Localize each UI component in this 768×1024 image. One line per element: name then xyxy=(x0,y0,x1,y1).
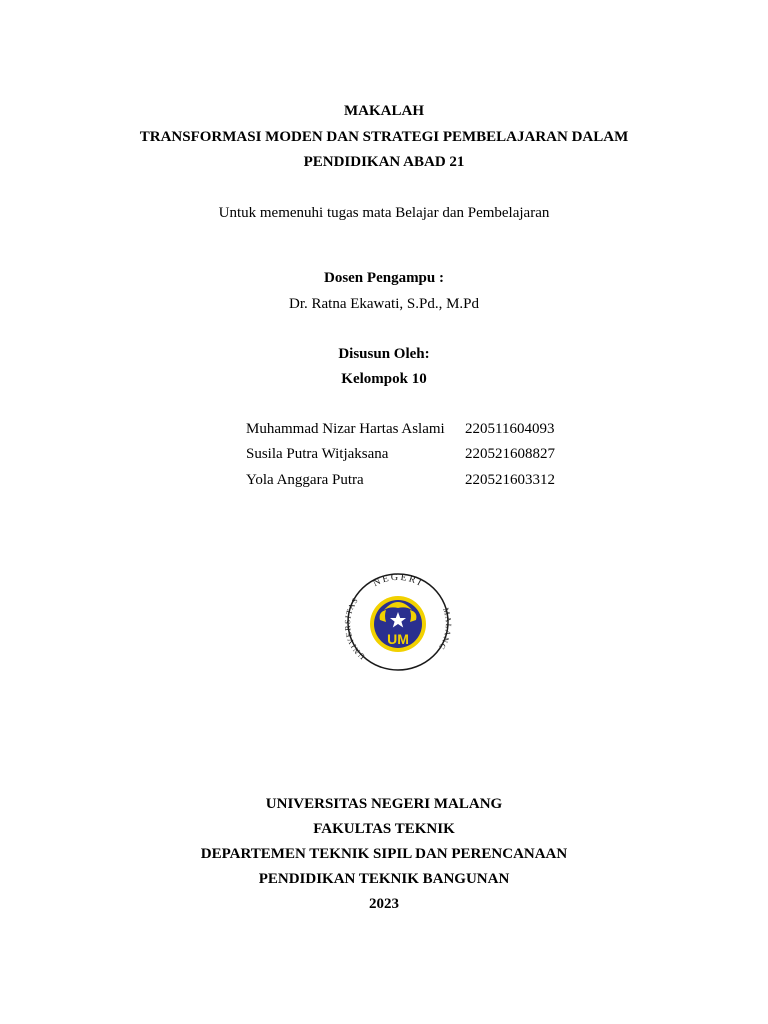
group-name: Kelompok 10 xyxy=(341,371,427,387)
member-name: Yola Anggara Putra xyxy=(246,472,364,488)
document-title-line-2: PENDIDIKAN ABAD 21 xyxy=(303,154,465,170)
member-name: Muhammad Nizar Hartas Aslami xyxy=(246,421,445,437)
authors-heading: Disusun Oleh: xyxy=(338,346,430,362)
program-name: PENDIDIKAN TEKNIK BANGUNAN xyxy=(258,871,510,887)
faculty-name: FAKULTAS TEKNIK xyxy=(313,821,455,837)
lecturer-name: Dr. Ratna Ekawati, S.Pd., M.Pd xyxy=(289,296,479,312)
lecturer-heading: Dosen Pengampu : xyxy=(323,270,444,286)
logo-left-text: UNIVERSITAS xyxy=(342,595,367,662)
document-title-line-1: TRANSFORMASI MODEN DAN STRATEGI PEMBELAJARAN DALAM xyxy=(139,129,629,145)
member-nim: 220521608827 xyxy=(465,446,555,462)
year: 2023 xyxy=(369,896,399,912)
member-nim: 220511604093 xyxy=(465,421,555,437)
member-nim: 220521603312 xyxy=(465,472,555,488)
logo-top-text: NEGERI xyxy=(371,572,425,590)
member-row xyxy=(246,471,566,489)
logo-monogram: UM xyxy=(387,631,409,647)
purpose-statement: Untuk memenuhi tugas mata Belajar dan Pembelajaran xyxy=(218,205,550,221)
university-name: UNIVERSITAS NEGERI MALANG xyxy=(265,796,503,812)
logo-right-text: MALANG xyxy=(436,606,454,652)
department-name: DEPARTEMEN TEKNIK SIPIL DAN PERENCANAAN xyxy=(200,846,568,862)
document-label: MAKALAH xyxy=(344,103,424,119)
member-name: Susila Putra Witjaksana xyxy=(246,446,389,462)
member-row xyxy=(246,420,566,438)
member-row xyxy=(246,445,566,463)
university-logo xyxy=(340,572,456,672)
